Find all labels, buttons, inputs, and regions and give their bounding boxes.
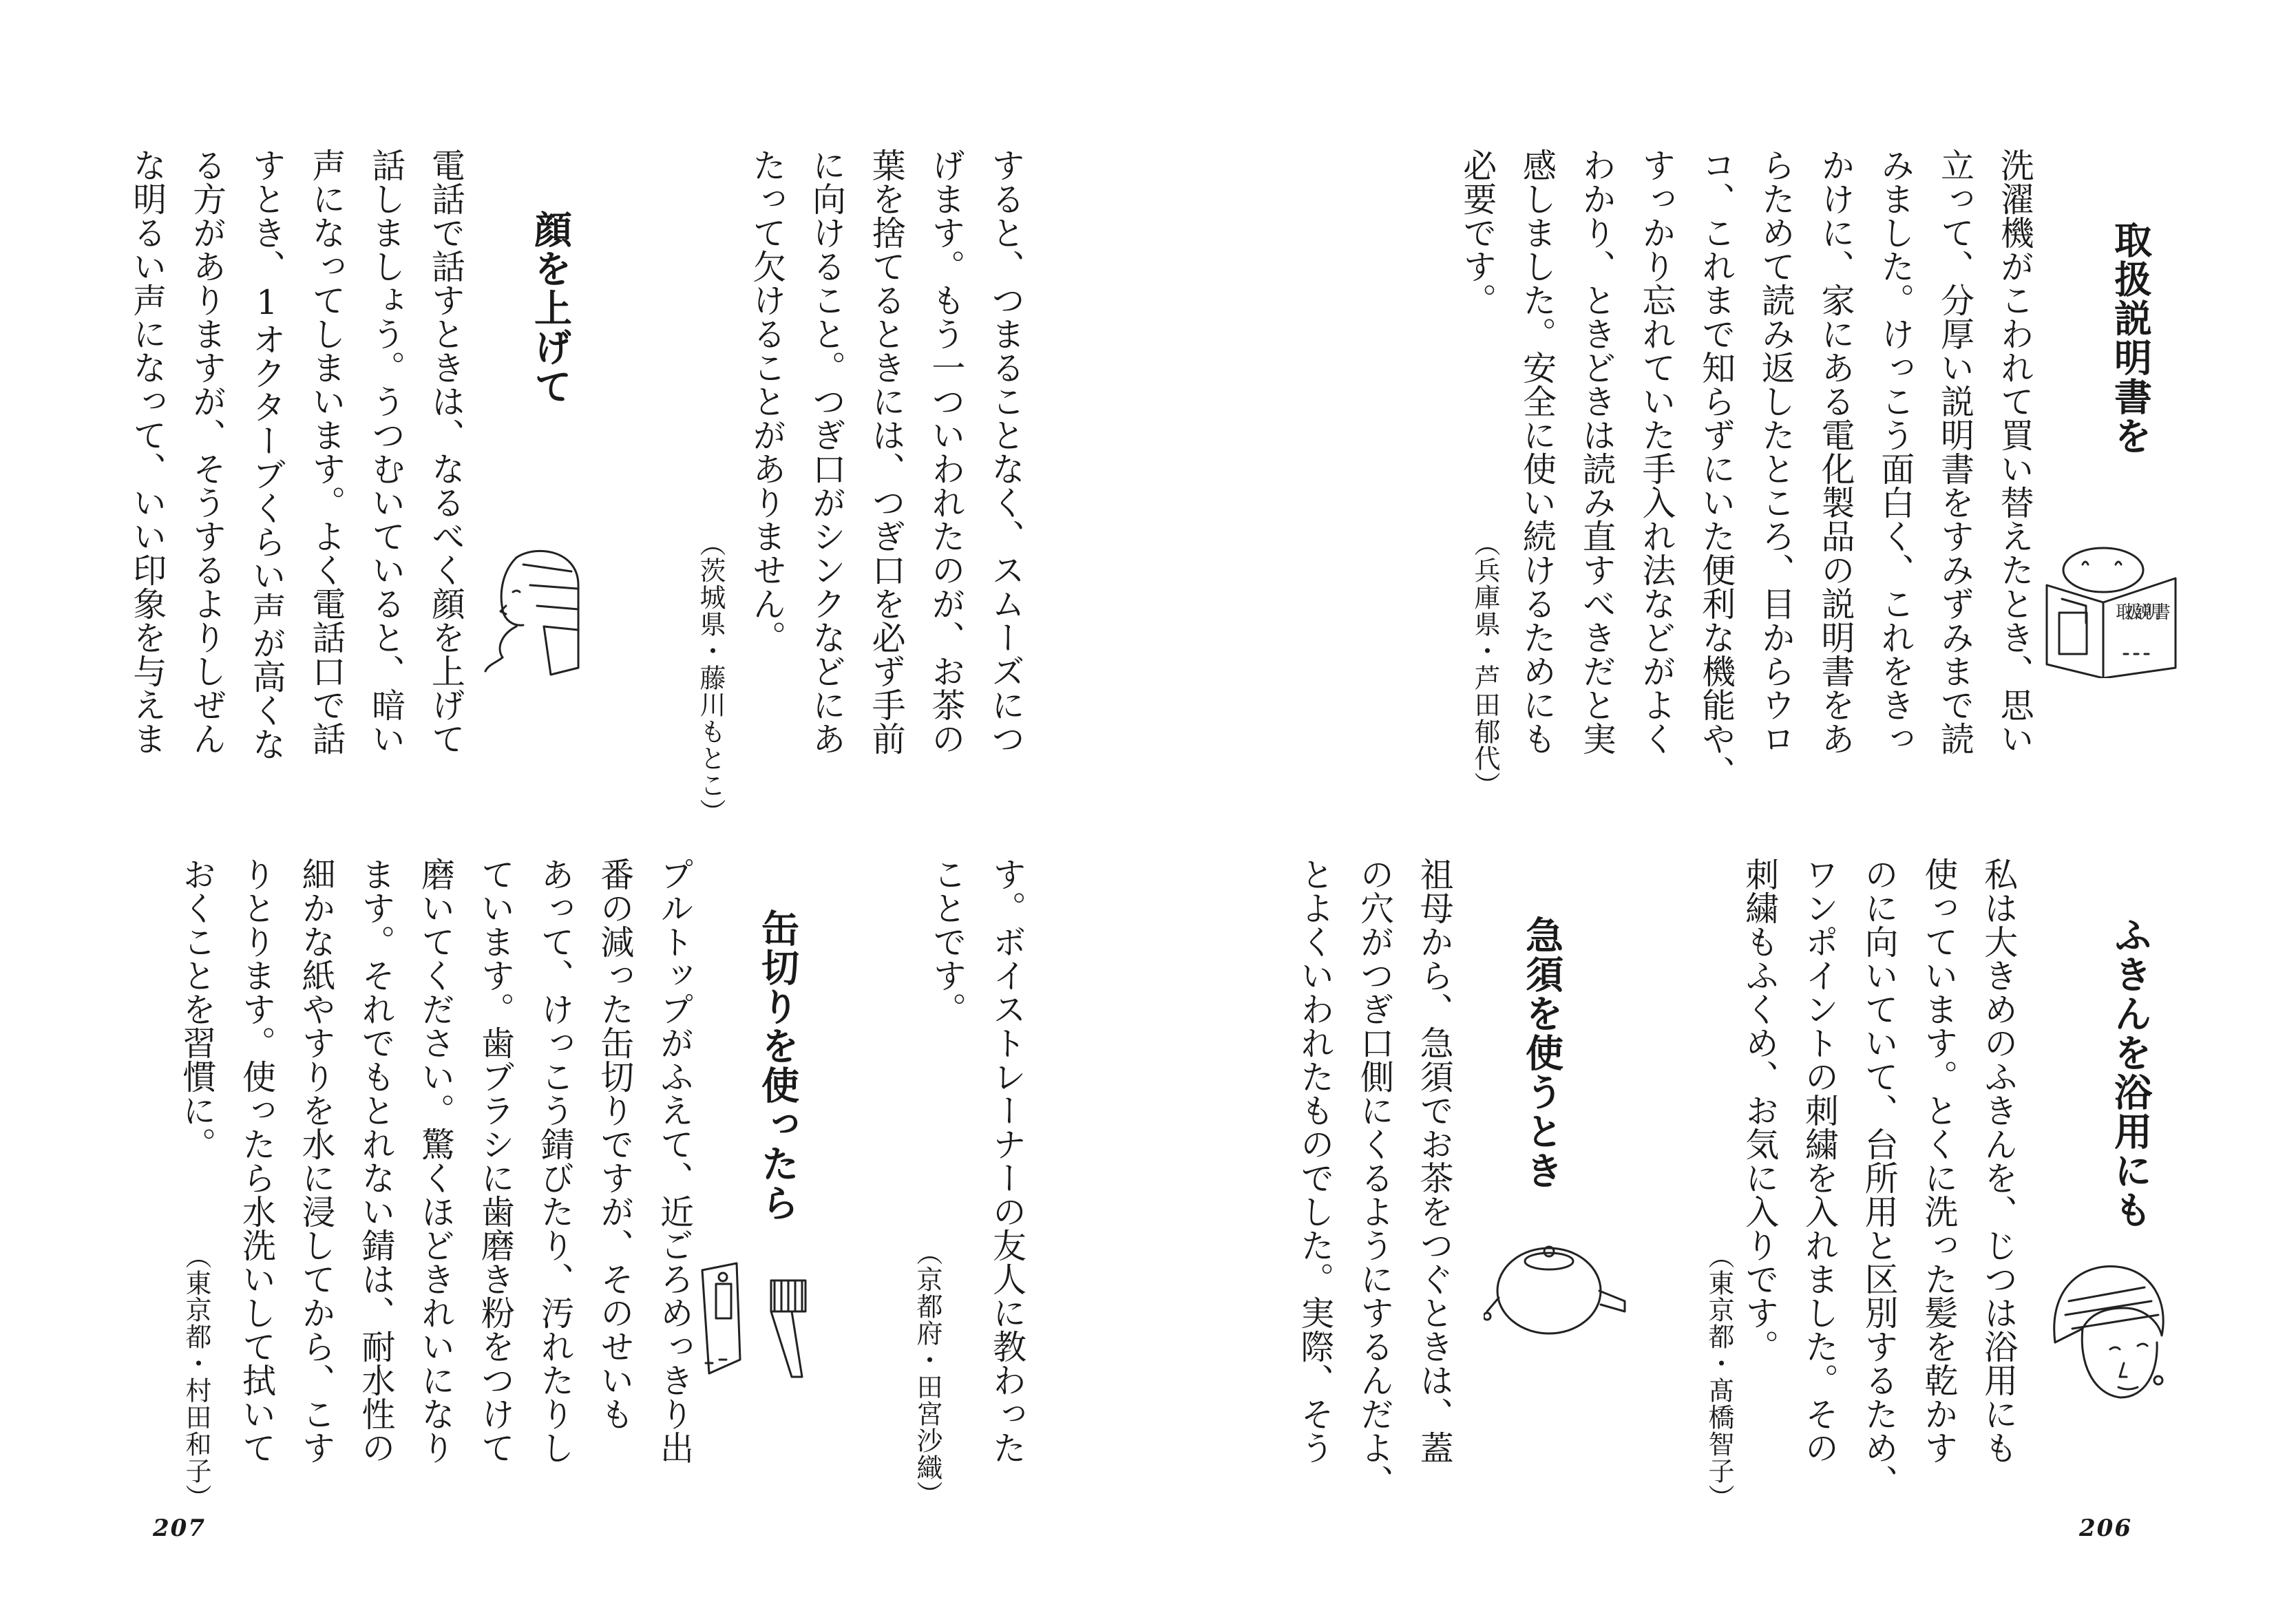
credit-fukin: （東京都・髙橋智子）: [1704, 1243, 1734, 1511]
heading-manual: 取扱説明書を: [2108, 220, 2152, 456]
page-number-left: 207: [153, 1515, 206, 1542]
fukin-face-illustration: [2041, 1260, 2172, 1408]
manual-book-illustration: [2034, 537, 2182, 678]
body-fukin: 私は大きめのふきんを、じつは浴用にも 使っています。とくに洗った髪を乾かす のに向いていて、台所用と区別するため、 ワンポイントの刺繍を入れました。その 刺繍もふくめ、お気に入りです。: [1740, 857, 2019, 1498]
credit-kankiri: （東京都・村田和子）: [181, 1243, 211, 1511]
body-kao-continuation: す。ボイストレーナーの友人に教わった ことです。: [927, 857, 1027, 1464]
telephone-person-illustration: [475, 544, 585, 682]
manual-book-label-1: 取扱説明書: [2116, 602, 2171, 623]
body-kao: 電話で話すときは、なるべく顔を上げて 話しましょう。うつむいていると、暗い 声になってしまいます。よく電話口で話 すとき、1オクターブくらい声が高くな る方がありますが、そうするよりしぜん な明るい声になって、いい印象を与えま: [127, 148, 466, 761]
body-kyusu-right: 祖母から、急須でお茶をつぐときは、蓋 の穴がつぎ口側にくるようにするんだよ、 とよくいわれたものでした。実際、そう: [1295, 857, 1455, 1498]
credit-manual: （兵庫県・芦田郁代）: [1470, 530, 1500, 799]
heading-kankiri: 缶切りを使ったら: [755, 909, 799, 1223]
heading-kao: 顔を上げて: [528, 210, 572, 406]
page-number-right: 206: [2079, 1515, 2132, 1542]
body-kyusu-left: すると、つまることなく、スムーズにつ げます。もう一ついわれたのが、お茶の 葉を捨てるときには、つぎ口を必ず手前 に向けること。つぎ口がシンクなどにあ たって欠けることがありません。: [747, 148, 1026, 755]
kyusu-teapot-illustration: [1484, 1225, 1628, 1349]
heading-fukin: ふきんを浴用にも: [2108, 916, 2152, 1230]
can-opener-toothbrush-illustration: [688, 1256, 826, 1380]
body-kankiri: プルトップがふえて、近ごろめっきり出 番の減った缶切りですが、そのせいも あって、けっこう錆びたり、汚れたりし ています。歯ブラシに歯磨き粉をつけて 磨いてください。驚くほどきれいになり ます。それでもとれない錆は、耐水性の 細かな紙やすりを水に浸してから、こす りとります。使ったら水洗いして拭いて おくことを習慣に。: [177, 857, 695, 1464]
heading-kyusu: 急須を使うとき: [1519, 916, 1563, 1190]
credit-kyusu: （茨城県・藤川もとこ）: [695, 530, 726, 825]
body-manual: 洗濯機がこわれて買い替えたとき、思い 立って、分厚い説明書をすみずみまで読 みました。けっこう面白く、これをきっ かけに、家にある電化製品の説明書をあ らためて読み返したところ、目からウロ コ、これまで知らずにいた便利な機能や、 すっかり忘れていた手入れ法などがよく わかり、ときどきは読み直すべきだと実 感しました。安全に使い続けるためにも 必要です。: [1457, 148, 2035, 789]
credit-kao: （京都府・田宮沙織）: [912, 1239, 942, 1508]
